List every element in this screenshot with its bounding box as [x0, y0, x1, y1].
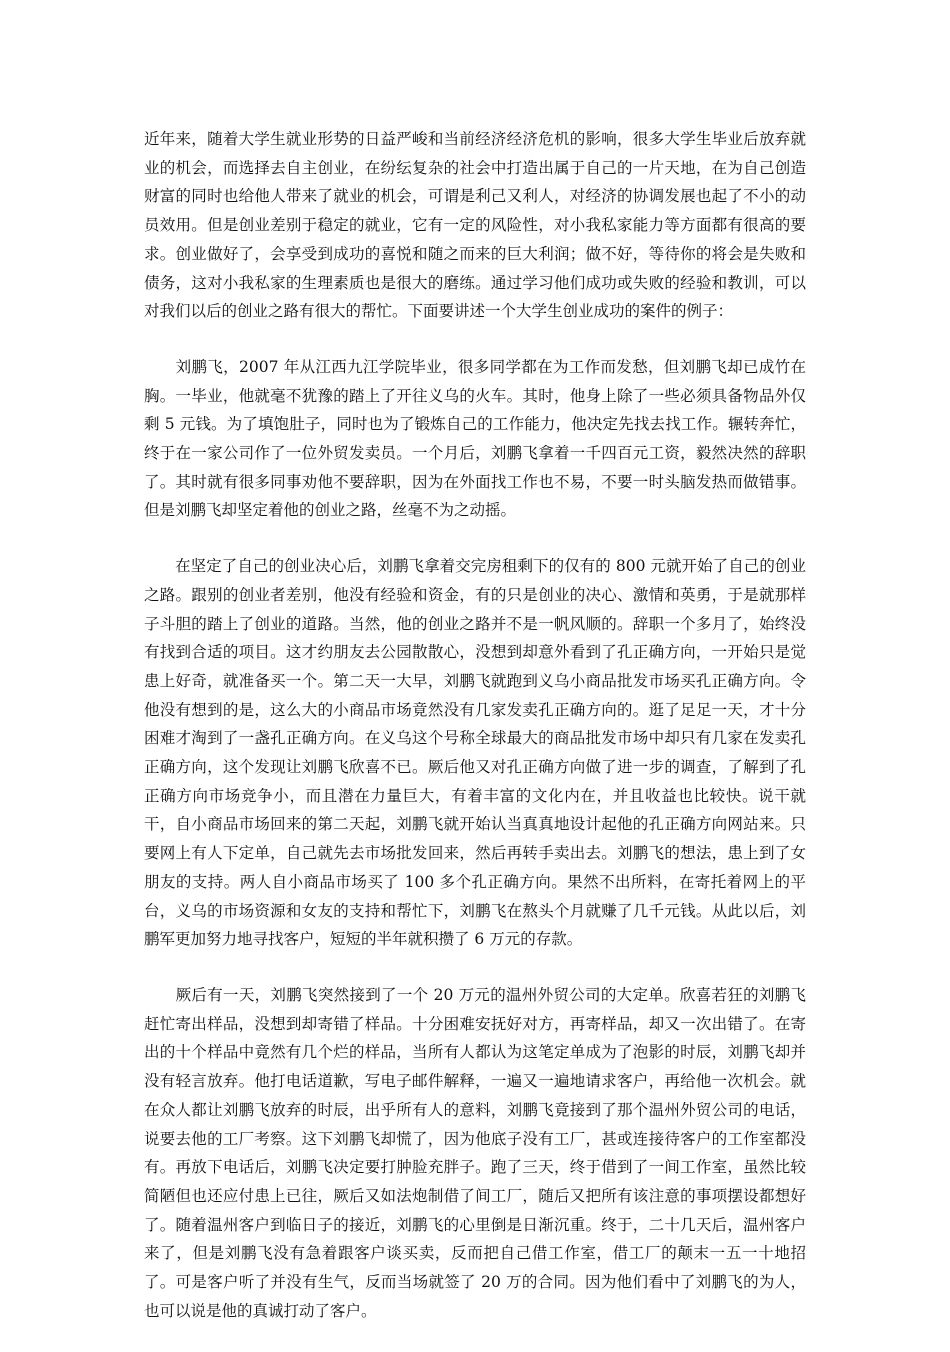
- paragraph-startup: 在坚定了自己的创业决心后，刘鹏飞拿着交完房租剩下的仅有的 800 元就开始了自己的创业之路。跟别的创业者差别，他没有经验和资金，有的只是创业的决心、激情和英勇，于是就那样子斗胆的踏上了创业的道路。当然，他的创业之路并不是一帆风顺的。辞职一个多月了，始终没有找到合适的项目。这才约朋友去公园散散心，没想到却意外看到了孔正确方向，一开始只是觉患上好奇，就准备买一个。第二天一大早，刘鹏飞就跑到义乌小商品批发市场买孔正确方向。令他没有想到的是，这么大的小商品市场竟然没有几家发卖孔正确方向的。逛了足足一天，才十分困难才淘到了一盏孔正确方向。在义乌这个号称全球最大的商品批发市场中却只有几家在发卖孔正确方向，这个发现让刘鹏飞欣喜不已。厥后他又对孔正确方向做了进一步的调查，了解到了孔正确方向市场竞争小，而且潜在力量巨大，有着丰富的文化内在，并且收益也比较快。说干就干，自小商品市场回来的第二天起，刘鹏飞就开始认当真真地设计起他的孔正确方向网站来。只要网上有人下定单，自己就先去市场批发回来，然后再转手卖出去。刘鹏飞的想法，患上到了女朋友的支持。两人自小商品市场买了 100 多个孔正确方向。果然不出所料，在寄托着网上的平台，义乌的市场资源和女友的支持和帮忙下，刘鹏飞在熬头个月就赚了几千元钱。从此以后，刘鹏军更加努力地寻找客户，短短的半年就积攒了 6 万元的存款。: [144, 557, 806, 949]
- document-body: [144, 125, 806, 1352]
- paragraph-intro: 近年来，随着大学生就业形势的日益严峻和当前经济经济危机的影响，很多大学生毕业后放弃就业的机会，而选择去自主创业，在纷纭复杂的社会中打造出属于自己的一片天地，在为自己创造财富的同时也给他人带来了就业的机会，可谓是利己又利人，对经济的协调发展也起了不小的动员效用。但是创业差别于稳定的就业，它有一定的风险性，对小我私家能力等方面都有很高的要求。创业做好了，会享受到成功的喜悦和随之而来的巨大利润；做不好，等待你的将会是失败和债务，这对小我私家的生理素质也是很大的磨练。通过学习他们成功或失败的经验和教训，可以对我们以后的创业之路有很大的帮忙。下面要讲述一个大学生创业成功的案件的例子：: [144, 130, 806, 321]
- paragraph-graduation: 刘鹏飞，2007 年从江西九江学院毕业，很多同学都在为工作而发愁，但刘鹏飞却已成竹在胸。一毕业，他就毫不犹豫的踏上了开往义乌的火车。其时，他身上除了一些必须具备物品外仅剩 5 元钱。为了填饱肚子，同时也为了锻炼自己的工作能力，他决定先找去找工作。辗转奔忙，终于在一家公司作了一位外贸发卖员。一个月后，刘鹏飞拿着一千四百元工资，毅然决然的辞职了。其时就有很多同事劝他不要辞职，因为在外面找工作也不易，不要一时头脑发热而做错事。但是刘鹏飞却坚定着他的创业之路，丝毫不为之动摇。: [144, 357, 806, 520]
- paragraph-big-order: 厥后有一天，刘鹏飞突然接到了一个 20 万元的温州外贸公司的大定单。欣喜若狂的刘鹏飞赶忙寄出样品，没想到却寄错了样品。十分困难安抚好对方，再寄样品，却又一次出错了。在寄出的十个样品中竟然有几个烂的样品，当所有人都认为这笔定单成为了泡影的时辰，刘鹏飞却并没有轻言放弃。他打电话道歉，写电子邮件解释，一遍又一遍地请求客户，再给他一次机会。就在众人都让刘鹏飞放弃的时辰，出乎所有人的意料，刘鹏飞竟接到了那个温州外贸公司的电话，说要去他的工厂考察。这下刘鹏飞却慌了，因为他底子没有工厂，甚或连接待客户的工作室都没有。再放下电话后，刘鹏飞决定要打肿脸充胖子。跑了三天，终于借到了一间工作室，虽然比较简陋但也还应付患上已往，厥后又如法炮制借了间工厂，随后又把所有该注意的事项摆设都想好了。随着温州客户到临日子的接近，刘鹏飞的心里倒是日渐沉重。终于，二十几天后，温州客户来了，但是刘鹏飞没有急着跟客户谈买卖，反而把自己借工作室，借工厂的颠末一五一十地招了。可是客户听了并没有生气，反而当场就签了 20 万的合同。因为他们看中了刘鹏飞的为人，也可以说是他的真诚打动了客户。: [144, 985, 806, 1320]
